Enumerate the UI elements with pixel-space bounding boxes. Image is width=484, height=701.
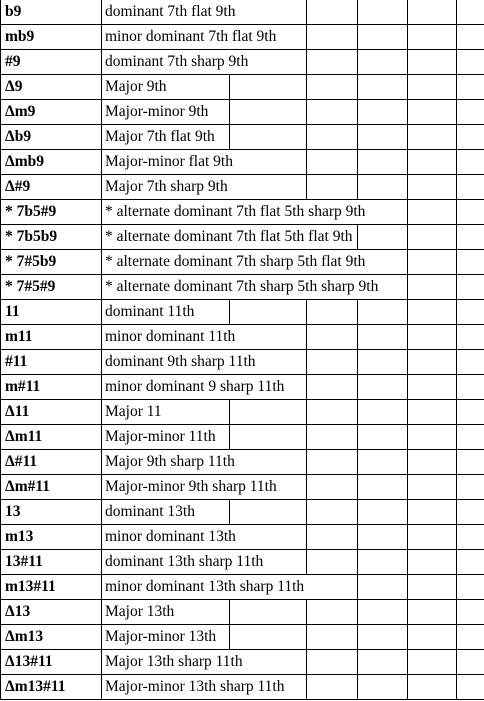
column-divider — [357, 675, 358, 700]
chord-symbol: mb9 — [5, 28, 35, 45]
chord-name: Major-minor 9th sharp 11th — [105, 478, 277, 495]
column-divider — [456, 100, 457, 125]
chord-name: minor dominant 11th — [105, 328, 236, 345]
column-divider — [306, 675, 307, 700]
column-divider — [101, 25, 102, 50]
table-border — [0, 650, 1, 675]
table-border — [0, 625, 1, 650]
column-divider — [306, 400, 307, 425]
column-divider — [456, 400, 457, 425]
table-row — [0, 575, 484, 600]
column-divider — [357, 150, 358, 175]
chord-symbol: 13#11 — [5, 553, 43, 570]
table-row — [0, 25, 484, 50]
chord-symbol: Δ11 — [5, 403, 30, 420]
column-divider — [357, 0, 358, 25]
column-divider — [306, 50, 307, 75]
column-divider — [357, 625, 358, 650]
table-row — [0, 450, 484, 475]
column-divider — [456, 200, 457, 225]
chord-symbol: Δ#9 — [5, 178, 31, 195]
column-divider — [456, 500, 457, 525]
table-row — [0, 50, 484, 75]
column-divider — [306, 325, 307, 350]
column-divider — [306, 650, 307, 675]
column-divider — [306, 100, 307, 125]
column-divider — [456, 25, 457, 50]
chord-symbol: m13 — [5, 528, 34, 545]
column-divider — [101, 50, 102, 75]
table-border — [0, 525, 1, 550]
chord-symbol: #11 — [5, 353, 28, 370]
table-border — [0, 575, 1, 600]
column-divider — [306, 125, 307, 150]
chord-name: * alternate dominant 7th sharp 5th sharp 9th — [105, 278, 379, 295]
column-divider — [357, 475, 358, 500]
table-border — [0, 375, 1, 400]
column-divider — [407, 450, 408, 475]
column-divider — [407, 200, 408, 225]
chord-name: Major 9th — [105, 78, 167, 95]
column-divider — [407, 25, 408, 50]
column-divider — [101, 250, 102, 275]
table-row — [0, 75, 484, 100]
column-divider — [456, 475, 457, 500]
chord-name: Major-minor 13th — [105, 628, 217, 645]
table-row — [0, 400, 484, 425]
column-divider — [407, 550, 408, 575]
chord-name: minor dominant 13th — [105, 528, 236, 545]
column-divider — [357, 525, 358, 550]
chord-symbol: m13#11 — [5, 578, 56, 595]
chord-name: Major 9th sharp 11th — [105, 453, 235, 470]
column-divider — [456, 375, 457, 400]
chord-name: dominant 7th sharp 9th — [105, 53, 249, 70]
column-divider — [357, 225, 358, 250]
column-divider — [101, 75, 102, 100]
column-divider — [306, 500, 307, 525]
column-divider — [306, 550, 307, 575]
table-border — [0, 200, 1, 225]
column-divider — [101, 625, 102, 650]
chord-name: minor dominant 9 sharp 11th — [105, 378, 285, 395]
column-divider — [407, 425, 408, 450]
column-divider — [229, 100, 230, 125]
column-divider — [229, 400, 230, 425]
table-border — [0, 25, 1, 50]
chord-symbol: Δm#11 — [5, 478, 51, 495]
column-divider — [357, 325, 358, 350]
column-divider — [101, 550, 102, 575]
column-divider — [407, 275, 408, 300]
table-border — [0, 225, 1, 250]
column-divider — [101, 425, 102, 450]
column-divider — [357, 450, 358, 475]
chord-symbol: Δm13 — [5, 628, 44, 645]
table-row — [0, 425, 484, 450]
column-divider — [229, 425, 230, 450]
table-row — [0, 325, 484, 350]
column-divider — [407, 100, 408, 125]
chord-name: * alternate dominant 7th flat 5th sharp 9th — [105, 203, 366, 220]
table-row — [0, 0, 484, 25]
column-divider — [456, 450, 457, 475]
chord-name: dominant 9th sharp 11th — [105, 353, 256, 370]
column-divider — [407, 150, 408, 175]
column-divider — [456, 600, 457, 625]
column-divider — [407, 50, 408, 75]
column-divider — [456, 525, 457, 550]
chord-symbol: #9 — [5, 53, 21, 70]
chord-symbol: * 7b5#9 — [5, 203, 57, 220]
table-border — [0, 75, 1, 100]
chord-symbol: Δmb9 — [5, 153, 44, 170]
column-divider — [101, 450, 102, 475]
table-border — [0, 150, 1, 175]
chord-name: Major 7th sharp 9th — [105, 178, 228, 195]
column-divider — [101, 650, 102, 675]
column-divider — [357, 75, 358, 100]
column-divider — [407, 125, 408, 150]
chord-name: dominant 13th sharp 11th — [105, 553, 264, 570]
column-divider — [357, 375, 358, 400]
column-divider — [101, 225, 102, 250]
chord-symbol: * 7#5#9 — [5, 278, 56, 295]
column-divider — [357, 650, 358, 675]
column-divider — [407, 500, 408, 525]
column-divider — [456, 150, 457, 175]
chord-symbol: Δm9 — [5, 103, 36, 120]
column-divider — [306, 525, 307, 550]
chord-name: Major 13th sharp 11th — [105, 653, 243, 670]
column-divider — [357, 500, 358, 525]
column-divider — [407, 525, 408, 550]
table-row — [0, 600, 484, 625]
chord-symbol: m#11 — [5, 378, 41, 395]
table-row — [0, 150, 484, 175]
column-divider — [101, 350, 102, 375]
table-border — [0, 600, 1, 625]
chord-symbol: Δm11 — [5, 428, 43, 445]
column-divider — [407, 225, 408, 250]
chord-name: Major 11 — [105, 403, 162, 420]
chord-symbol: Δ9 — [5, 78, 23, 95]
table-border — [0, 300, 1, 325]
column-divider — [306, 150, 307, 175]
table-row — [0, 225, 484, 250]
chord-name: Major-minor 9th — [105, 103, 209, 120]
column-divider — [306, 450, 307, 475]
column-divider — [407, 0, 408, 25]
column-divider — [229, 600, 230, 625]
column-divider — [306, 600, 307, 625]
column-divider — [456, 575, 457, 600]
column-divider — [357, 600, 358, 625]
column-divider — [407, 350, 408, 375]
table-border — [0, 450, 1, 475]
column-divider — [101, 300, 102, 325]
chord-symbol: Δm13#11 — [5, 678, 66, 695]
column-divider — [357, 50, 358, 75]
chord-symbol: Δ#11 — [5, 453, 38, 470]
column-divider — [456, 50, 457, 75]
column-divider — [101, 325, 102, 350]
table-row — [0, 650, 484, 675]
chord-name: * alternate dominant 7th flat 5th flat 9th — [105, 228, 353, 245]
column-divider — [407, 300, 408, 325]
chord-name: Major-minor 11th — [105, 428, 216, 445]
chord-symbol: b9 — [5, 3, 22, 20]
table-border — [0, 550, 1, 575]
table-row — [0, 625, 484, 650]
column-divider — [407, 600, 408, 625]
column-divider — [407, 400, 408, 425]
column-divider — [101, 150, 102, 175]
column-divider — [407, 375, 408, 400]
column-divider — [306, 350, 307, 375]
column-divider — [456, 75, 457, 100]
table-border — [0, 175, 1, 200]
column-divider — [101, 375, 102, 400]
column-divider — [407, 625, 408, 650]
column-divider — [101, 500, 102, 525]
table-border — [0, 350, 1, 375]
column-divider — [101, 100, 102, 125]
column-divider — [357, 575, 358, 600]
column-divider — [101, 275, 102, 300]
table-row — [0, 550, 484, 575]
chord-name: * alternate dominant 7th sharp 5th flat 9th — [105, 253, 366, 270]
column-divider — [306, 75, 307, 100]
column-divider — [407, 75, 408, 100]
chord-symbol: Δ13#11 — [5, 653, 53, 670]
column-divider — [456, 300, 457, 325]
column-divider — [456, 225, 457, 250]
column-divider — [101, 475, 102, 500]
column-divider — [101, 675, 102, 700]
table-border — [0, 100, 1, 125]
column-divider — [407, 475, 408, 500]
chord-name: Major 7th flat 9th — [105, 128, 215, 145]
column-divider — [456, 675, 457, 700]
column-divider — [456, 250, 457, 275]
column-divider — [407, 650, 408, 675]
chord-name: minor dominant 7th flat 9th — [105, 28, 277, 45]
chord-name: dominant 7th flat 9th — [105, 3, 236, 20]
column-divider — [456, 350, 457, 375]
table-row — [0, 175, 484, 200]
column-divider — [357, 400, 358, 425]
chord-symbol: * 7b5b9 — [5, 228, 58, 245]
table-border — [0, 400, 1, 425]
column-divider — [101, 525, 102, 550]
table-row — [0, 525, 484, 550]
column-divider — [229, 625, 230, 650]
table-row — [0, 475, 484, 500]
column-divider — [306, 0, 307, 25]
chord-symbol: m11 — [5, 328, 33, 345]
column-divider — [407, 675, 408, 700]
column-divider — [306, 425, 307, 450]
column-divider — [101, 0, 102, 25]
column-divider — [407, 325, 408, 350]
column-divider — [357, 125, 358, 150]
column-divider — [101, 575, 102, 600]
table-border — [0, 0, 1, 25]
table-row — [0, 675, 484, 700]
column-divider — [357, 175, 358, 200]
column-divider — [101, 125, 102, 150]
table-row — [0, 200, 484, 225]
column-divider — [306, 175, 307, 200]
column-divider — [357, 100, 358, 125]
table-border — [0, 675, 1, 700]
chord-name: Major 13th — [105, 603, 175, 620]
table-border — [0, 425, 1, 450]
column-divider — [306, 375, 307, 400]
column-divider — [306, 625, 307, 650]
column-divider — [357, 550, 358, 575]
column-divider — [306, 25, 307, 50]
column-divider — [456, 650, 457, 675]
column-divider — [456, 550, 457, 575]
table-row — [0, 125, 484, 150]
chord-name: minor dominant 13th sharp 11th — [105, 578, 305, 595]
column-divider — [456, 275, 457, 300]
column-divider — [357, 300, 358, 325]
table-border — [0, 475, 1, 500]
table-border — [0, 325, 1, 350]
table-row — [0, 250, 484, 275]
chord-symbol: 11 — [5, 303, 20, 320]
chord-symbol: 13 — [5, 503, 21, 520]
column-divider — [101, 400, 102, 425]
column-divider — [456, 125, 457, 150]
column-divider — [357, 25, 358, 50]
table-row — [0, 300, 484, 325]
column-divider — [357, 425, 358, 450]
table-row — [0, 500, 484, 525]
column-divider — [456, 625, 457, 650]
table-border — [0, 125, 1, 150]
chord-symbol: * 7#5b9 — [5, 253, 57, 270]
chord-symbol: Δ13 — [5, 603, 31, 620]
column-divider — [229, 500, 230, 525]
chord-name: Major-minor flat 9th — [105, 153, 233, 170]
column-divider — [407, 575, 408, 600]
table-row — [0, 275, 484, 300]
column-divider — [229, 75, 230, 100]
column-divider — [306, 300, 307, 325]
chord-name: Major-minor 13th sharp 11th — [105, 678, 285, 695]
column-divider — [101, 200, 102, 225]
table-row — [0, 350, 484, 375]
column-divider — [306, 475, 307, 500]
column-divider — [456, 175, 457, 200]
table-border — [0, 50, 1, 75]
column-divider — [407, 250, 408, 275]
chord-name: dominant 13th — [105, 503, 195, 520]
table-border — [0, 500, 1, 525]
table-row — [0, 375, 484, 400]
chord-name: dominant 11th — [105, 303, 195, 320]
column-divider — [456, 425, 457, 450]
table-row — [0, 100, 484, 125]
table-border — [0, 275, 1, 300]
column-divider — [357, 350, 358, 375]
column-divider — [407, 175, 408, 200]
column-divider — [229, 300, 230, 325]
column-divider — [229, 125, 230, 150]
chord-symbol: Δb9 — [5, 128, 32, 145]
column-divider — [101, 175, 102, 200]
column-divider — [456, 325, 457, 350]
column-divider — [456, 0, 457, 25]
column-divider — [101, 600, 102, 625]
table-border — [0, 250, 1, 275]
